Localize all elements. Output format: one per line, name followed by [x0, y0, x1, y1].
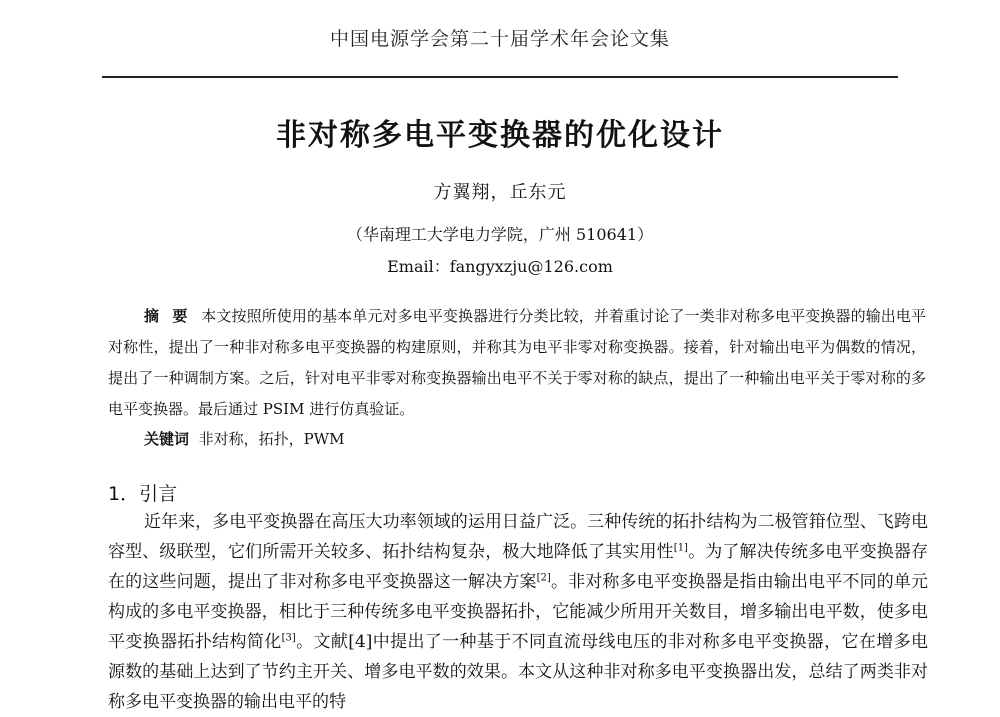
keywords-label: 关键词 — [144, 430, 190, 448]
abstract — [108, 301, 926, 425]
paper-title: 非对称多电平变换器的优化设计 — [276, 118, 724, 153]
header-rule — [102, 76, 898, 78]
affiliation: （华南理工大学电力学院，广州 510641） — [346, 225, 654, 244]
abstract-label: 摘 要 — [144, 307, 192, 325]
author-email: Email：fangyxzju@126.com — [387, 257, 613, 276]
body-segment: 。为了解决传统多电平变换器存在的这些问题，提出了非对称多电平变换器这一解决方案 — [108, 542, 929, 592]
body-segment: 。文献[4]中提出了一种基于不同直流母线电压的非对称多电平变换器，它在增多电源数的基础上达到了节约主开关、增多电平数的效果。本文从这种非对称多电平变换器出发，总结了两类非对称多电平变换器的输出电平的特 — [108, 632, 928, 712]
body-segment: 近年来，多电平变换器在高压大功率领域的运用日益广泛。三种传统的拓扑结构为二极管箝位型、飞跨电容型、级联型，它们所需开关较多、拓扑结构复杂，极大地降低了其实用性 — [108, 512, 928, 562]
section-heading: 1．引言 — [108, 483, 178, 505]
body-segment: 。非对称多电平变换器是指由输出电平不同的单元构成的多电平变换器，相比于三种传统多电平变换器拓扑，它能减少所用开关数目，增多输出电平数，使多电平变换器拓扑结构简化 — [108, 572, 929, 652]
keywords — [144, 428, 924, 449]
citation: [3] — [281, 632, 296, 644]
keywords-text: 非对称，拓扑，PWM — [198, 430, 345, 448]
author-list: 方翼翔，丘东元 — [433, 182, 567, 203]
running-header: 中国电源学会第二十届学术年会论文集 — [329, 28, 670, 50]
citation: [2] — [536, 572, 551, 584]
citation: [1] — [673, 542, 688, 554]
body-paragraph — [108, 507, 928, 717]
abstract-text: 本文按照所使用的基本单元对多电平变换器进行分类比较，并着重讨论了一类非对称多电平变换器的输出电平对称性，提出了一种非对称多电平变换器的构建原则，并称其为电平非零对称变换器。接着，针对输出电平为偶数的情况，提出了一种调制方案。之后，针对电平非零对称变换器输出电平不关于零对称的缺点，提出了一种输出电平关于零对称的多电平变换器。最后通过 PSIM 进行仿真验证。 — [108, 307, 926, 418]
